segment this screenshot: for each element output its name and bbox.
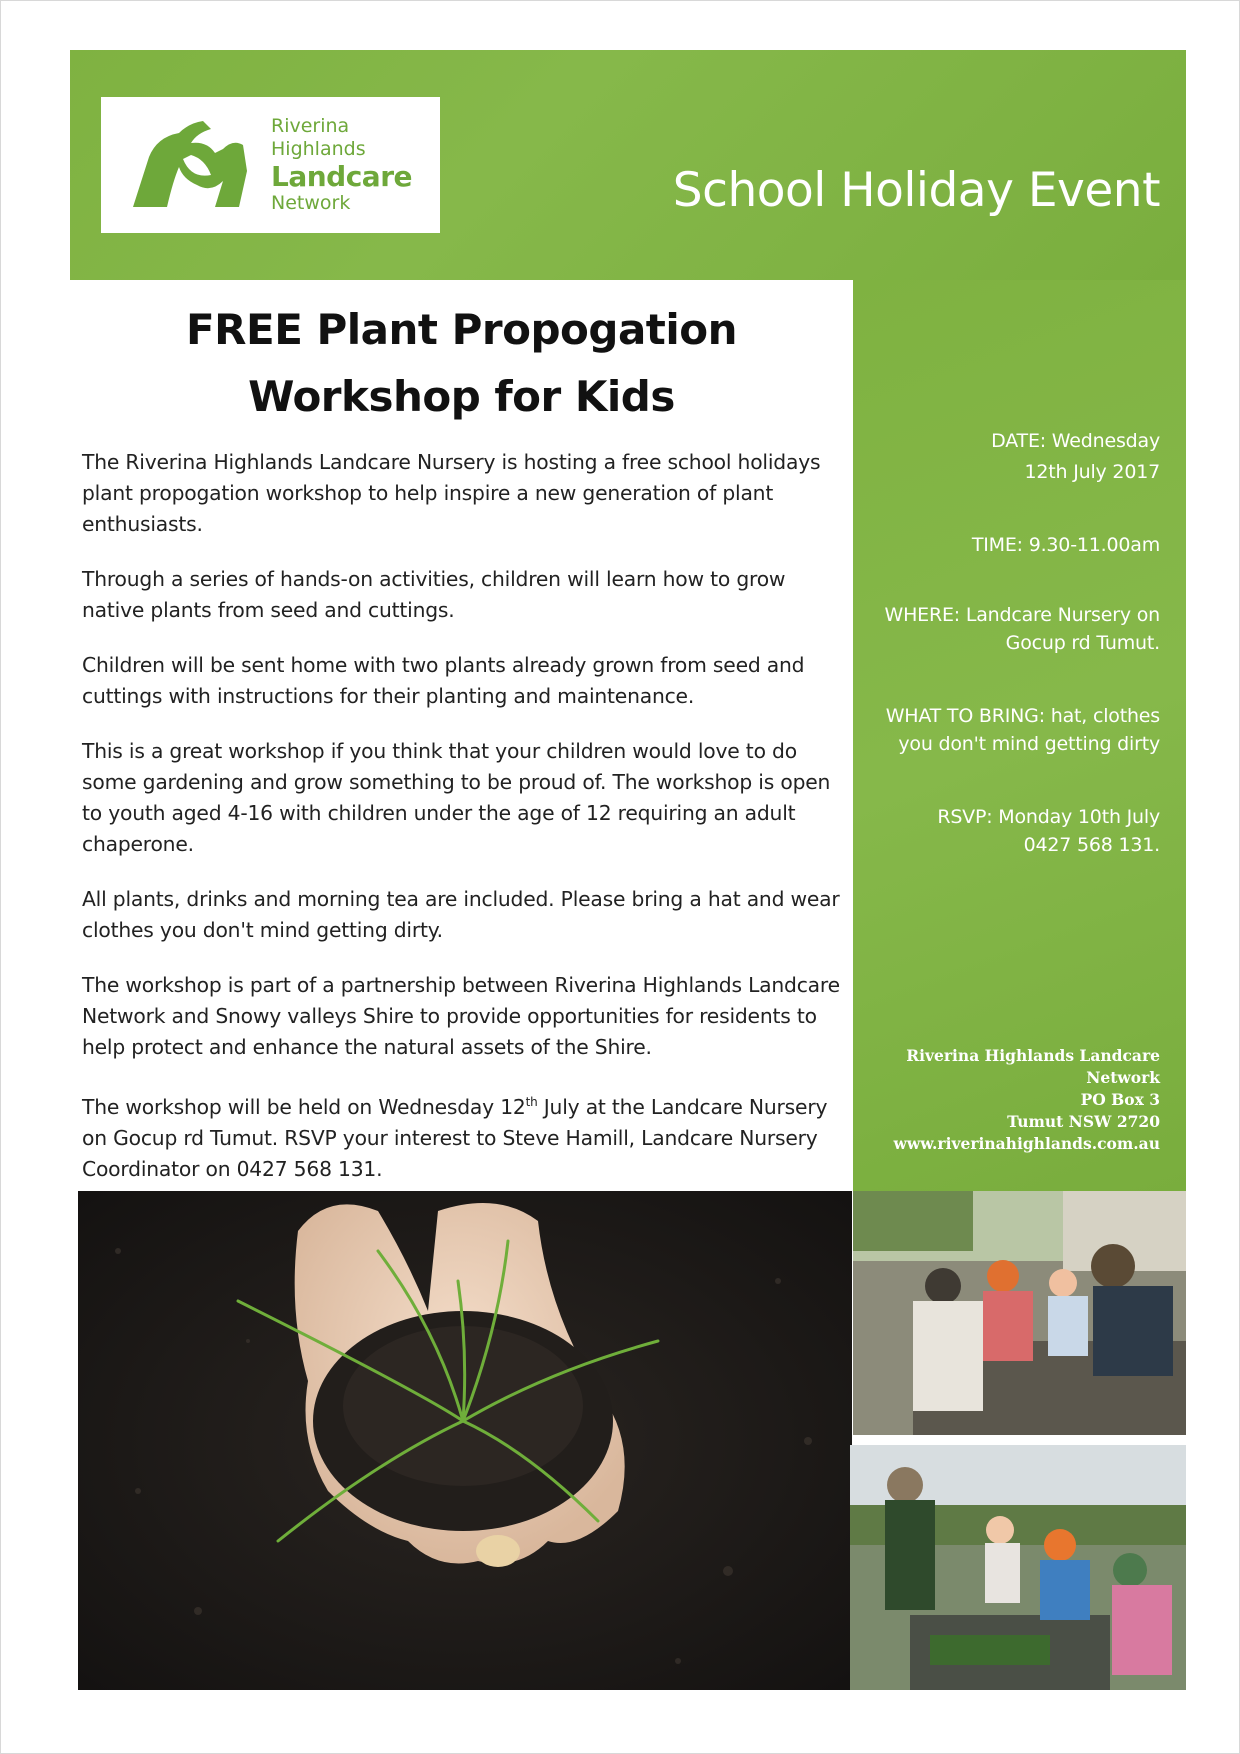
- event-location-line1: WHERE: Landcare Nursery on: [884, 604, 1160, 626]
- event-time: [850, 531, 1160, 559]
- workshop-title-line2: Workshop for Kids: [248, 372, 675, 421]
- paragraph-take-home: Children will be sent home with two plants already grown from seed and cuttings with instructions for their planting and maintenance.: [82, 653, 805, 708]
- paragraph-included: All plants, drinks and morning tea are included. Please bring a hat and wear clothes you don't mind getting dirty.: [82, 887, 840, 942]
- hands-with-seedling-photo: [78, 1191, 852, 1690]
- address-line-website: www.riverinahighlands.com.au: [893, 1134, 1160, 1153]
- logo-line-landcare: Landcare: [271, 160, 413, 193]
- kids-workshop-photo-1: [853, 1191, 1186, 1435]
- what-to-bring-line1: WHAT TO BRING: hat, clothes: [885, 705, 1160, 727]
- rsvp-line1: RSVP: Monday 10th July: [937, 806, 1160, 828]
- paragraph-activities: Through a series of hands-on activities, children will learn how to grow native plants from seed and cuttings.: [82, 567, 786, 622]
- what-to-bring-line2: you don't mind getting dirty: [898, 733, 1160, 755]
- event-date-line1: DATE: Wednesday: [991, 430, 1160, 452]
- workshop-title-line1: FREE Plant Propogation: [185, 305, 738, 354]
- logo-wordmark: [271, 117, 412, 217]
- rsvp-text-part1: The workshop will be held on Wednesday 12: [82, 1094, 526, 1119]
- contact-address: [840, 1045, 1160, 1155]
- event-date: [850, 427, 1160, 486]
- address-line-town: Tumut NSW 2720: [1007, 1112, 1160, 1131]
- date-ordinal-suffix: th: [525, 1095, 538, 1109]
- address-line-network: Network: [1086, 1068, 1160, 1087]
- event-details: [850, 427, 1160, 904]
- what-to-bring: [850, 702, 1160, 758]
- event-time-line1: TIME: 9.30-11.00am: [971, 534, 1160, 556]
- paragraph-intro: The Riverina Highlands Landcare Nursery is hosting a free school holidays plant propogation workshop to help inspire a new generation of plant enthusiasts.: [82, 450, 821, 536]
- workshop-title: [70, 296, 853, 430]
- address-line-pobox: PO Box 3: [1080, 1090, 1160, 1109]
- event-location-line2: Gocup rd Tumut.: [1005, 632, 1160, 654]
- workshop-description: [82, 447, 852, 1209]
- paragraph-partnership: The workshop is part of a partnership between Riverina Highlands Landcare Network and Snowy valleys Shire to provide opportunities for residents to help protect and enhance the natural assets of the Shire.: [82, 973, 840, 1059]
- logo-line-highlands: Highlands: [271, 138, 366, 160]
- paragraph-audience: This is a great workshop if you think that your children would love to do some gardening and grow something to be proud of. The workshop is open to youth aged 4-16 with children under the age of 12 requiring an adult chaperone.: [82, 739, 831, 856]
- organization-logo: [101, 97, 440, 233]
- paragraph-rsvp: [82, 1087, 852, 1185]
- event-date-line2: 12th July 2017: [1024, 461, 1160, 483]
- address-line-org: Riverina Highlands Landcare: [906, 1046, 1160, 1065]
- event-title: School Holiday Event: [672, 163, 1160, 218]
- hands-australia-logo-icon: [127, 119, 253, 211]
- rsvp-text-part2: July at the Landcare Nursery on Gocup rd Tumut. RSVP your interest to Steve Hamill, Landcare Nursery Coordinator on 0427 568 131.: [82, 1094, 828, 1181]
- kids-workshop-photo-2: [850, 1445, 1186, 1690]
- logo-line-network: Network: [271, 192, 351, 214]
- event-location: [850, 601, 1160, 657]
- rsvp-details: [850, 803, 1160, 859]
- logo-line-riverina: Riverina: [271, 115, 350, 137]
- rsvp-line2: 0427 568 131.: [1023, 834, 1160, 856]
